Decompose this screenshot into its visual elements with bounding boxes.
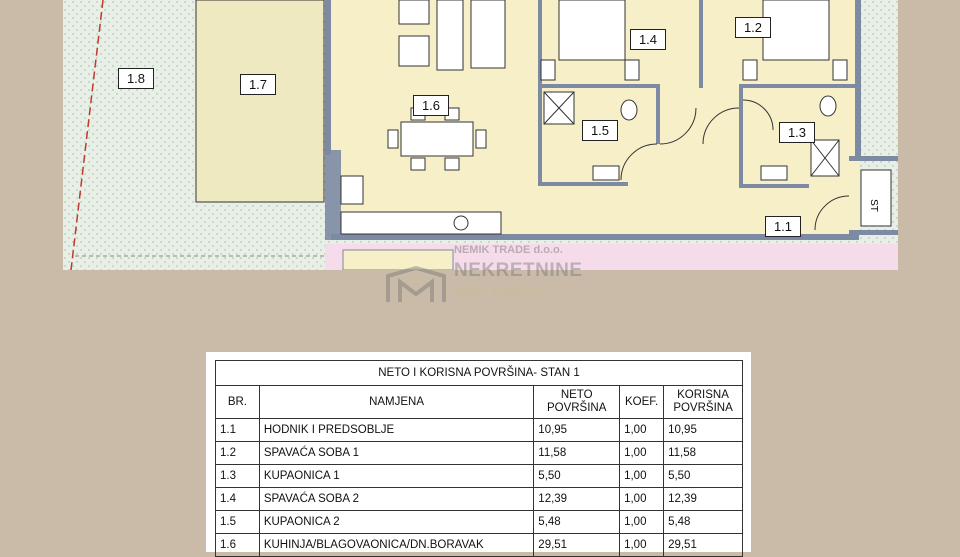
table-title: NETO I KORISNA POVRŠINA- STAN 1 <box>216 361 743 386</box>
table-header-row <box>216 386 743 419</box>
table-cell: SPAVAĆA SOBA 1 <box>259 442 533 465</box>
table-cell: 1.3 <box>216 465 260 488</box>
stair-label: ST <box>867 199 879 212</box>
table-cell: 1,00 <box>620 534 664 557</box>
table-cell: 10,95 <box>664 419 743 442</box>
table-row <box>216 534 743 557</box>
table-cell: 10,95 <box>534 419 620 442</box>
room-label-1-5: 1.5 <box>582 120 618 141</box>
table-row <box>216 419 743 442</box>
table-cell: 5,48 <box>664 511 743 534</box>
table-cell: 29,51 <box>534 534 620 557</box>
table-row <box>216 488 743 511</box>
table-cell: HODNIK I PREDSOBLJE <box>259 419 533 442</box>
table-body <box>216 419 743 557</box>
area-table <box>215 360 743 557</box>
table-cell: 12,39 <box>534 488 620 511</box>
table-cell: 5,50 <box>534 465 620 488</box>
table-column-header: KORISNA POVRŠINA <box>664 386 743 419</box>
table-cell: 1.5 <box>216 511 260 534</box>
room-label-1-1: 1.1 <box>765 216 801 237</box>
table-cell: 1.4 <box>216 488 260 511</box>
room-label-1-8: 1.8 <box>118 68 154 89</box>
table-cell: SPAVAĆA SOBA 2 <box>259 488 533 511</box>
room-label-1-6: 1.6 <box>413 95 449 116</box>
table-cell: 5,48 <box>534 511 620 534</box>
table-cell: 12,39 <box>664 488 743 511</box>
room-label-1-7: 1.7 <box>240 74 276 95</box>
watermark-tagline: REAL ESTATE <box>454 284 543 299</box>
room-label-1-3: 1.3 <box>779 122 815 143</box>
table-cell: KUHINJA/BLAGOVAONICA/DN.BORAVAK <box>259 534 533 557</box>
watermark-company: NEMIK TRADE d.o.o. <box>454 244 563 256</box>
area-table-card <box>206 352 751 552</box>
table-cell: KUPAONICA 1 <box>259 465 533 488</box>
table-cell: 1.2 <box>216 442 260 465</box>
floor-plan <box>63 0 898 270</box>
table-column-header: KOEF. <box>620 386 664 419</box>
table-cell: 1.6 <box>216 534 260 557</box>
table-cell: 1,00 <box>620 511 664 534</box>
table-row <box>216 465 743 488</box>
watermark-brand: NEKRETNINE <box>454 260 583 281</box>
table-cell: 1,00 <box>620 442 664 465</box>
room-label-1-2: 1.2 <box>735 17 771 38</box>
table-column-header: NETO POVRŠINA <box>534 386 620 419</box>
table-cell: KUPAONICA 2 <box>259 511 533 534</box>
table-column-header: BR. <box>216 386 260 419</box>
table-column-header: NAMJENA <box>259 386 533 419</box>
table-cell: 1,00 <box>620 419 664 442</box>
table-cell: 1,00 <box>620 488 664 511</box>
table-cell: 1.1 <box>216 419 260 442</box>
table-cell: 5,50 <box>664 465 743 488</box>
table-cell: 11,58 <box>534 442 620 465</box>
table-cell: 29,51 <box>664 534 743 557</box>
table-cell: 1,00 <box>620 465 664 488</box>
table-row <box>216 442 743 465</box>
room-label-1-4: 1.4 <box>630 29 666 50</box>
table-row <box>216 511 743 534</box>
watermark-logo-icon <box>386 266 446 304</box>
table-cell: 11,58 <box>664 442 743 465</box>
